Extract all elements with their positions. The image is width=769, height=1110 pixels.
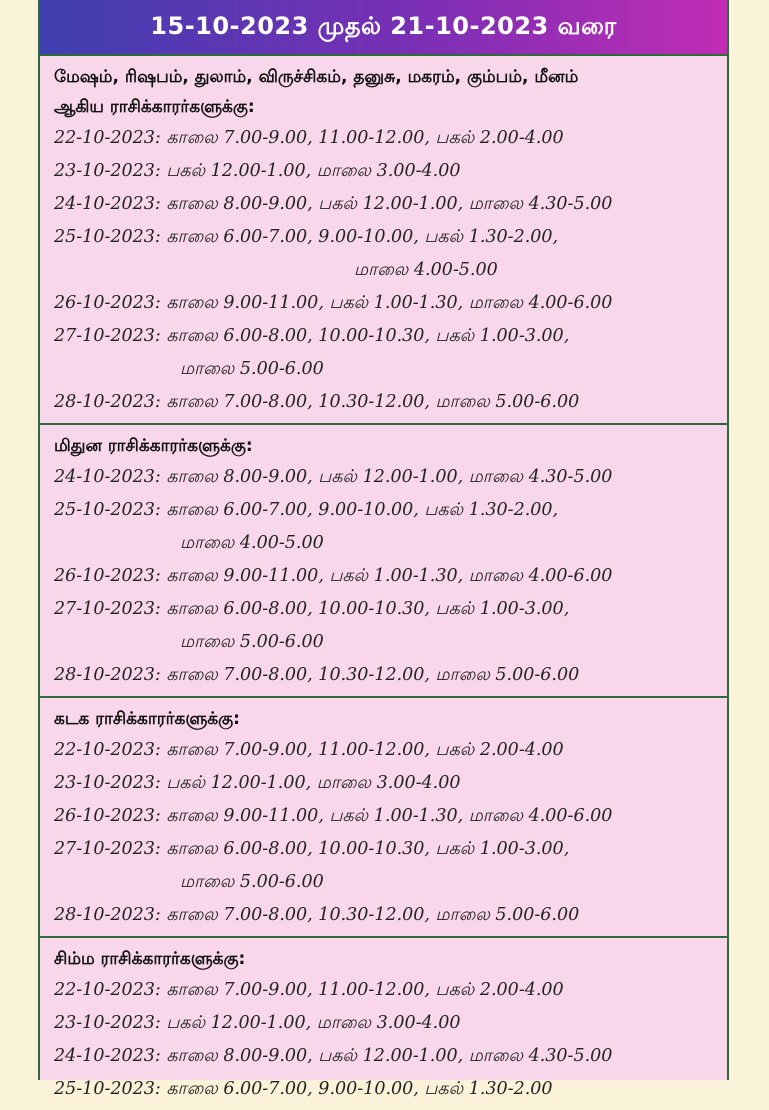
- schedule-row: 27-10-2023: காலை 6.00-8.00, 10.00-10.30, பகல் 1.00-3.00,: [54, 599, 570, 619]
- schedule-row: 26-10-2023: காலை 9.00-11.00, பகல் 1.00-1.30, மாலை 4.00-6.00: [54, 806, 613, 826]
- section-group-1: [40, 54, 727, 423]
- schedule-row-continuation: மாலை 5.00-6.00: [180, 872, 324, 892]
- schedule-row: 24-10-2023: காலை 8.00-9.00, பகல் 12.00-1.00, மாலை 4.30-5.00: [54, 467, 613, 487]
- schedule-row: 28-10-2023: காலை 7.00-8.00, 10.30-12.00, மாலை 5.00-6.00: [54, 665, 580, 685]
- schedule-row: 25-10-2023: காலை 6.00-7.00, 9.00-10.00, பகல் 1.30-2.00,: [54, 227, 559, 247]
- schedule-row: 23-10-2023: பகல் 12.00-1.00, மாலை 3.00-4.00: [54, 161, 461, 181]
- section-title: மேஷம், ரிஷபம், துலாம், விருச்சிகம், தனுசு, மகரம், கும்பம், மீனம்: [54, 67, 579, 87]
- section-title: ஆகிய ராசிக்காரர்களுக்கு:: [54, 97, 255, 117]
- schedule-row: 25-10-2023: காலை 6.00-7.00, 9.00-10.00, பகல் 1.30-2.00: [54, 1079, 553, 1099]
- schedule-row: 23-10-2023: பகல் 12.00-1.00, மாலை 3.00-4.00: [54, 1013, 461, 1033]
- schedule-row: 25-10-2023: காலை 6.00-7.00, 9.00-10.00, பகல் 1.30-2.00,: [54, 500, 559, 520]
- schedule-row: 26-10-2023: காலை 9.00-11.00, பகல் 1.00-1.30, மாலை 4.00-6.00: [54, 566, 613, 586]
- schedule-row: 27-10-2023: காலை 6.00-8.00, 10.00-10.30, பகல் 1.00-3.00,: [54, 326, 570, 346]
- section-title: கடக ராசிக்காரர்களுக்கு:: [54, 709, 240, 729]
- section-kadaga: [40, 696, 727, 936]
- section-title: மிதுன ராசிக்காரர்களுக்கு:: [54, 436, 253, 456]
- schedule-row: 24-10-2023: காலை 8.00-9.00, பகல் 12.00-1.00, மாலை 4.30-5.00: [54, 1046, 613, 1066]
- section-simma: [40, 936, 727, 1110]
- schedule-row: 27-10-2023: காலை 6.00-8.00, 10.00-10.30, பகல் 1.00-3.00,: [54, 839, 570, 859]
- schedule-row-continuation: மாலை 5.00-6.00: [180, 359, 324, 379]
- section-title: சிம்ம ராசிக்காரர்களுக்கு:: [54, 949, 246, 969]
- schedule-row: 28-10-2023: காலை 7.00-8.00, 10.30-12.00, மாலை 5.00-6.00: [54, 392, 580, 412]
- schedule-row: 28-10-2023: காலை 7.00-8.00, 10.30-12.00, மாலை 5.00-6.00: [54, 905, 580, 925]
- schedule-row: 24-10-2023: காலை 8.00-9.00, பகல் 12.00-1.00, மாலை 4.30-5.00: [54, 194, 613, 214]
- schedule-row: 26-10-2023: காலை 9.00-11.00, பகல் 1.00-1.30, மாலை 4.00-6.00: [54, 293, 613, 313]
- schedule-row: 22-10-2023: காலை 7.00-9.00, 11.00-12.00, பகல் 2.00-4.00: [54, 740, 564, 760]
- schedule-row-continuation: மாலை 4.00-5.00: [354, 260, 498, 280]
- schedule-row: 23-10-2023: பகல் 12.00-1.00, மாலை 3.00-4.00: [54, 773, 461, 793]
- section-mithuna: [40, 423, 727, 696]
- schedule-row: 22-10-2023: காலை 7.00-9.00, 11.00-12.00, பகல் 2.00-4.00: [54, 980, 564, 1000]
- schedule-row-continuation: மாலை 4.00-5.00: [180, 533, 324, 553]
- header-date-range: 15-10-2023 முதல் 21-10-2023 வரை: [40, 0, 727, 54]
- schedule-card: [38, 0, 729, 1099]
- schedule-row-continuation: மாலை 5.00-6.00: [180, 632, 324, 652]
- schedule-row: 22-10-2023: காலை 7.00-9.00, 11.00-12.00, பகல் 2.00-4.00: [54, 128, 564, 148]
